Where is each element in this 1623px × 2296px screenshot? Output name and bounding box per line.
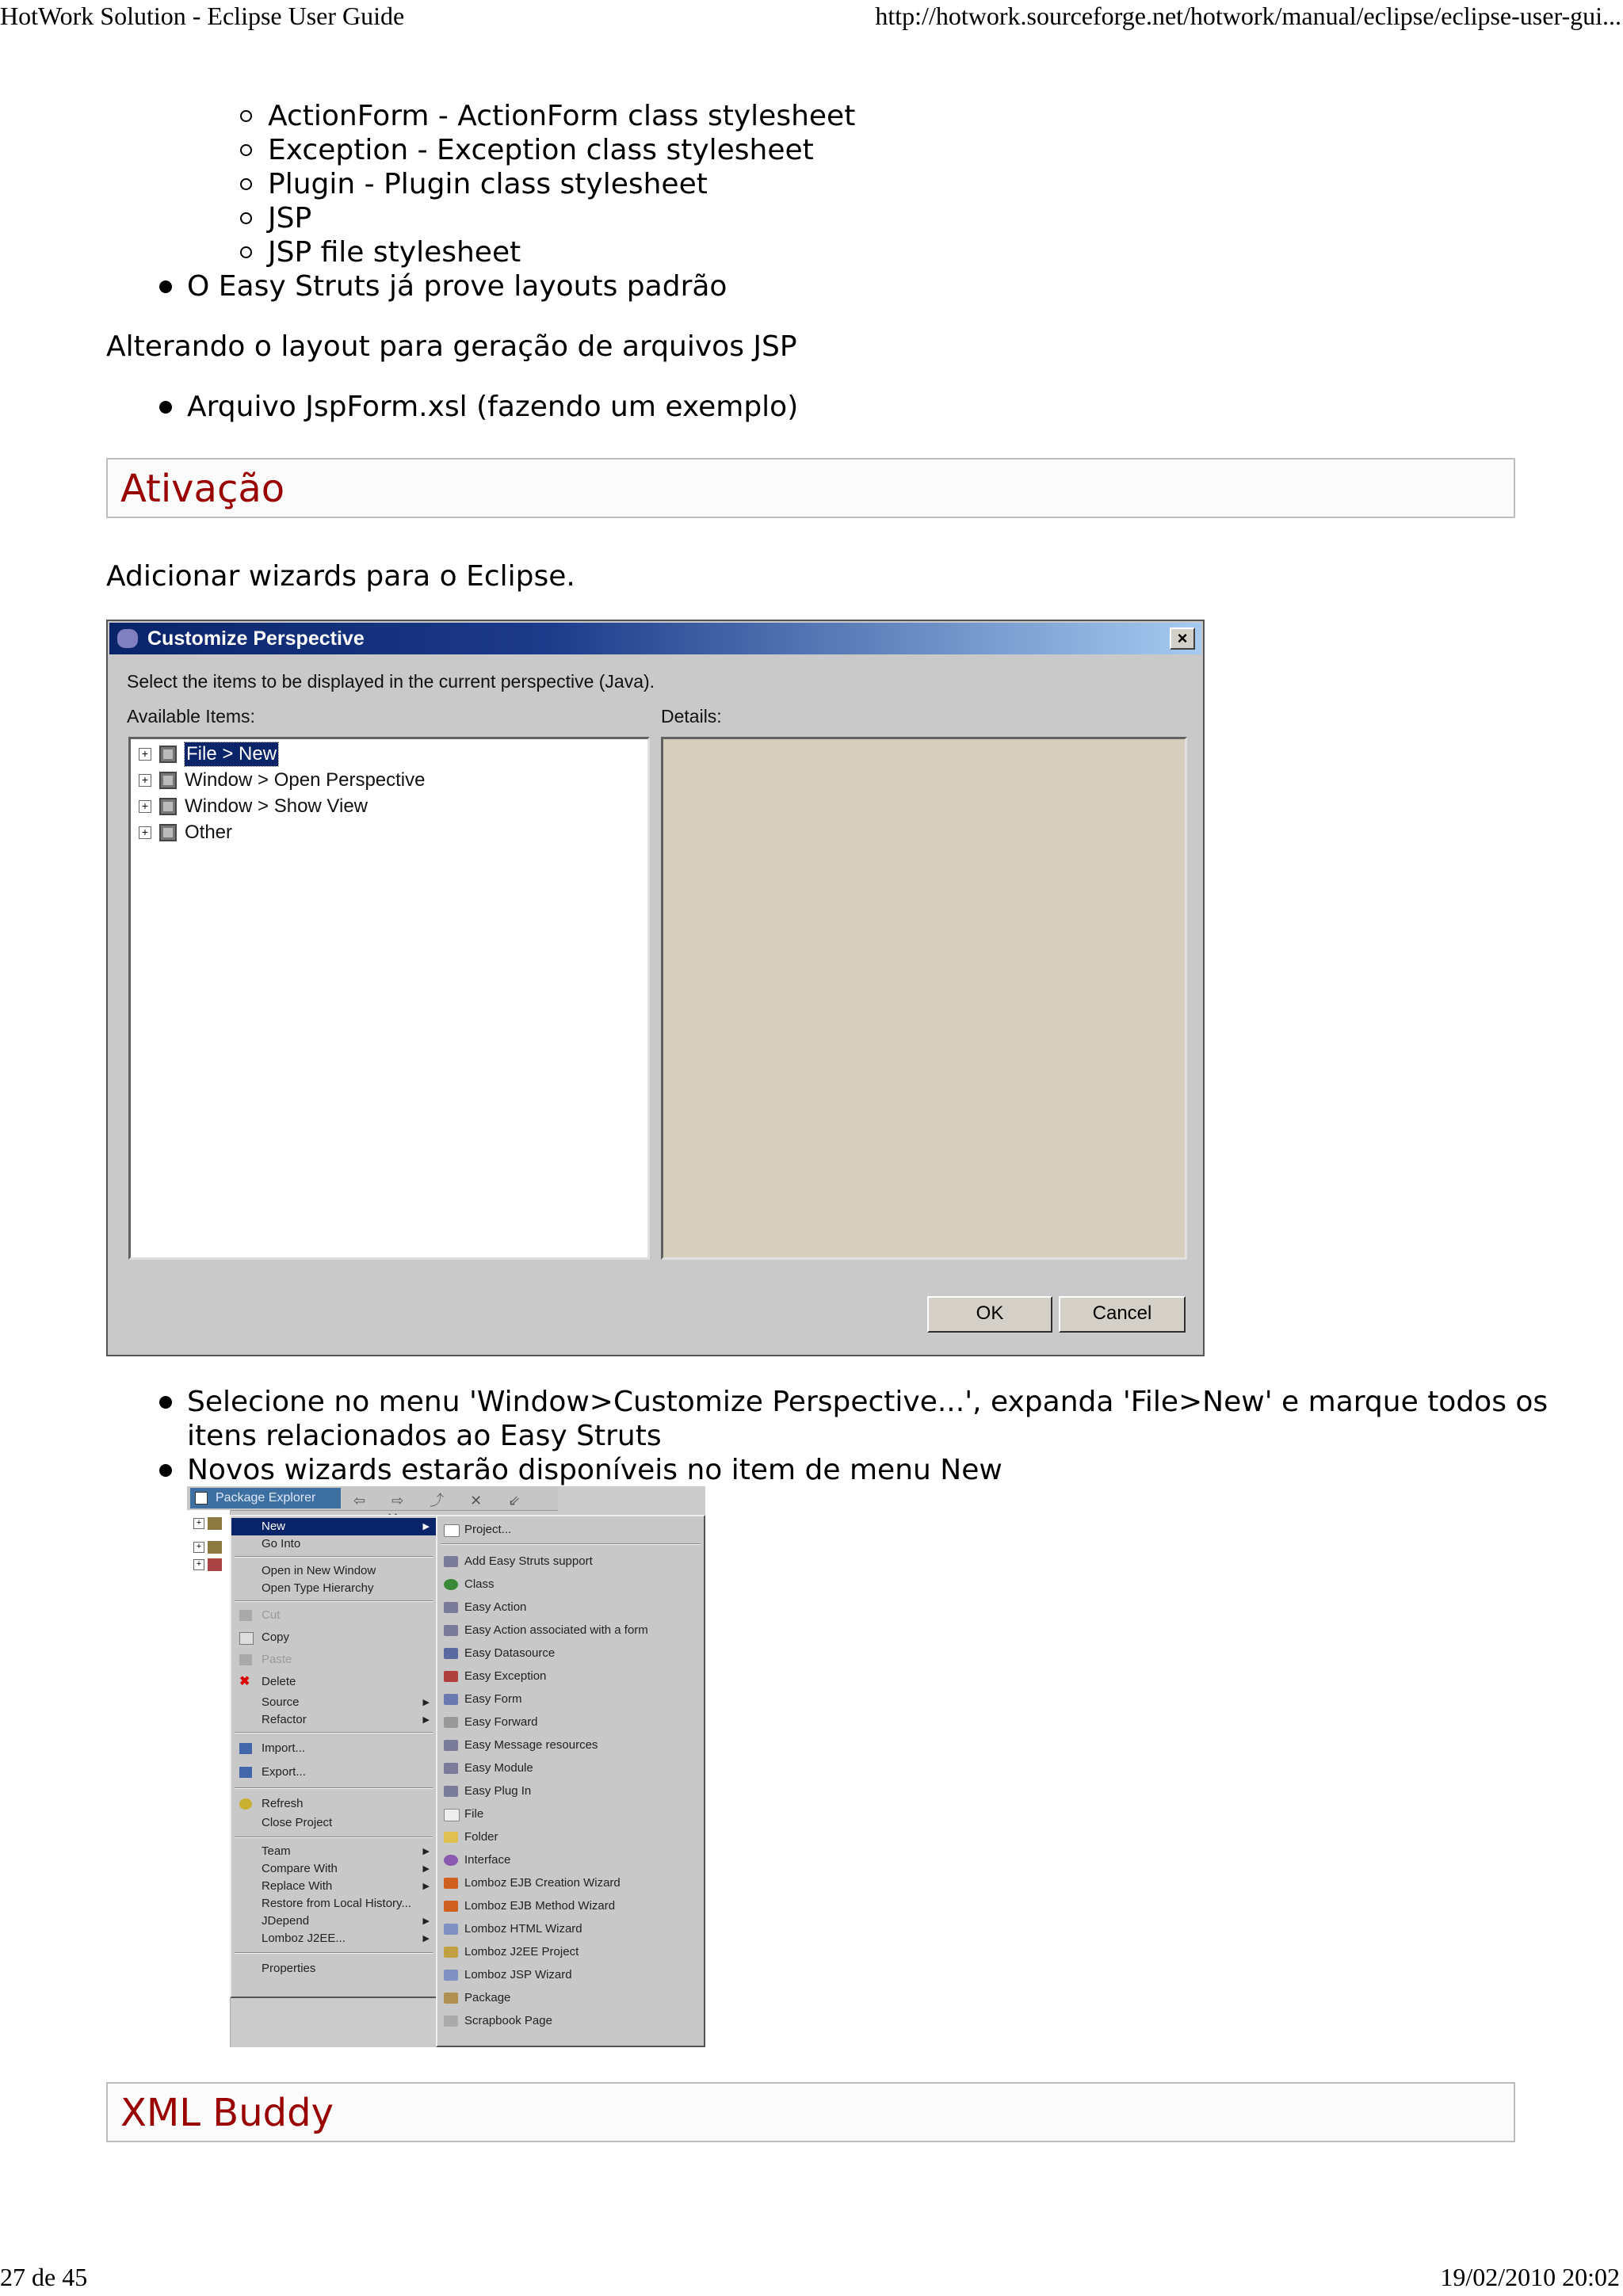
cut-icon — [239, 1610, 252, 1621]
easy-action-form-icon — [444, 1625, 458, 1636]
submenu-item-folder[interactable]: Folder — [437, 1829, 704, 1846]
tree-item-show-view[interactable] — [137, 795, 454, 818]
details-panel — [661, 737, 1187, 1260]
project-icon — [208, 1517, 222, 1530]
interface-icon — [444, 1855, 458, 1866]
tree-item-label: File > New — [186, 743, 277, 765]
print-datetime: 19/02/2010 20:02 — [1440, 2263, 1620, 2291]
class-icon — [444, 1579, 458, 1590]
submenu-arrow-icon: ▶ — [422, 1522, 430, 1531]
available-items-tree[interactable] — [128, 737, 650, 1260]
tree-item-label: Window > Open Perspective — [185, 769, 426, 791]
expand-icon[interactable]: + — [139, 826, 151, 839]
menu-item-compare-with[interactable]: Compare With ▶ — [231, 1860, 436, 1878]
submenu-arrow-icon: ▶ — [422, 1698, 430, 1707]
sub-list-item: JSP — [268, 202, 312, 235]
list-item: O Easy Struts já prove layouts padrão — [187, 270, 727, 303]
section-title: XML Buddy — [120, 2091, 334, 2135]
exception-icon — [444, 1671, 458, 1682]
menu-item-replace-with[interactable]: Replace With ▶ — [231, 1878, 436, 1895]
section-header-ativacao — [106, 458, 1515, 518]
expand-icon[interactable]: + — [193, 1559, 204, 1570]
details-label: Details: — [661, 706, 722, 727]
ok-button[interactable]: OK — [927, 1296, 1052, 1333]
delete-icon: ✖ — [239, 1675, 250, 1688]
menu-item-cut[interactable]: Cut — [231, 1607, 436, 1624]
menu-item-restore-history[interactable]: Restore from Local History... — [262, 1897, 411, 1910]
menu-item-go-into[interactable]: Go Into — [262, 1537, 301, 1550]
submenu-item-easy-action[interactable]: Easy Action — [437, 1599, 704, 1616]
document-title: HotWork Solution - Eclipse User Guide — [0, 2, 405, 30]
document-url[interactable]: http://hotwork.sourceforge.net/hotwork/manual/eclipse/eclipse-user-gui... — [875, 2, 1621, 30]
available-items-label: Available Items: — [127, 706, 255, 727]
menu-item-copy[interactable]: Copy — [231, 1629, 436, 1646]
menu-item-export[interactable]: Export... — [231, 1764, 436, 1781]
checkbox-checked-icon[interactable] — [159, 772, 177, 789]
submenu-item-easy-module[interactable]: Easy Module — [437, 1760, 704, 1777]
menu-item-close-project[interactable]: Close Project — [262, 1816, 333, 1829]
submenu-item-easy-exception[interactable]: Easy Exception — [437, 1668, 704, 1685]
checkbox-checked-icon[interactable] — [159, 824, 177, 841]
sub-bullet — [240, 144, 252, 156]
import-icon — [239, 1743, 252, 1754]
submenu-arrow-icon: ▶ — [422, 1847, 430, 1856]
menu-item-refresh[interactable]: Refresh — [231, 1795, 436, 1813]
project-icon — [208, 1541, 222, 1554]
list-bullet — [159, 401, 172, 414]
package-icon — [444, 1993, 458, 2004]
jsp-icon — [444, 1970, 458, 1981]
submenu-item-file[interactable]: File — [437, 1806, 704, 1823]
submenu-item-lomboz-ejb-method[interactable]: Lomboz EJB Method Wizard — [437, 1897, 704, 1915]
list-bullet — [159, 280, 172, 293]
context-menu — [230, 1515, 437, 1998]
dialog-titlebar — [109, 623, 1201, 654]
submenu-item-easy-form[interactable]: Easy Form — [437, 1691, 704, 1708]
package-explorer-tab[interactable]: Package Explorer — [190, 1488, 341, 1508]
checkbox-checked-icon[interactable] — [159, 798, 177, 815]
submenu-arrow-icon: ▶ — [422, 1715, 430, 1725]
submenu-item-easy-action-form[interactable]: Easy Action associated with a form — [437, 1622, 704, 1639]
list-item-continuation: itens relacionados ao Easy Struts — [187, 1420, 662, 1452]
menu-item-refactor[interactable]: Refactor ▶ — [231, 1711, 436, 1729]
expand-icon[interactable]: + — [139, 748, 151, 761]
submenu-item-lomboz-j2ee-project[interactable]: Lomboz J2EE Project — [437, 1943, 704, 1961]
easy-action-icon — [444, 1602, 458, 1613]
package-tree[interactable] — [187, 1510, 231, 2047]
menu-item-open-new-window[interactable]: Open in New Window — [262, 1564, 376, 1577]
customize-perspective-dialog — [106, 620, 1205, 1356]
paragraph: Adicionar wizards para o Eclipse. — [106, 560, 575, 593]
j2ee-project-icon — [444, 1947, 458, 1958]
submenu-arrow-icon: ▶ — [422, 1917, 430, 1926]
datasource-icon — [444, 1648, 458, 1659]
close-button[interactable]: × — [1170, 627, 1195, 650]
ejb-method-icon — [444, 1901, 458, 1912]
forward-icon — [444, 1717, 458, 1728]
module-icon — [444, 1763, 458, 1774]
section-header-xml-buddy — [106, 2082, 1515, 2142]
tree-item-label: Window > Show View — [185, 795, 368, 817]
copy-icon — [239, 1632, 254, 1645]
list-bullet — [159, 1464, 172, 1477]
easy-struts-icon — [444, 1556, 458, 1567]
message-resources-icon — [444, 1740, 458, 1751]
sub-list-item: Exception - Exception class stylesheet — [268, 134, 814, 166]
submenu-item-easy-forward[interactable]: Easy Forward — [437, 1714, 704, 1731]
menu-item-jdepend[interactable]: JDepend ▶ — [231, 1913, 436, 1930]
submenu-item-package[interactable]: Package — [437, 1989, 704, 2007]
list-bullet — [159, 1396, 172, 1409]
sub-bullet — [240, 178, 252, 190]
view-toolbar — [187, 1486, 558, 1511]
menu-item-import[interactable]: Import... — [231, 1740, 436, 1757]
tree-item-file-new[interactable] — [137, 742, 454, 766]
menu-item-new[interactable]: New ▶ — [231, 1518, 436, 1535]
file-icon — [444, 1809, 460, 1821]
tree-item-other[interactable] — [137, 821, 454, 845]
menu-item-team[interactable]: Team ▶ — [231, 1843, 436, 1860]
sub-bullet — [240, 110, 252, 122]
sub-bullet — [240, 212, 252, 224]
expand-icon[interactable]: + — [193, 1542, 204, 1553]
export-icon — [239, 1767, 252, 1778]
new-submenu — [436, 1515, 705, 2047]
form-icon — [444, 1694, 458, 1705]
tree-item-label: Other — [185, 822, 233, 843]
project-wizard-icon — [444, 1524, 460, 1537]
menu-item-paste[interactable]: Paste — [231, 1651, 436, 1669]
sub-list-item: Plugin - Plugin class stylesheet — [268, 168, 708, 200]
sub-list-item: ActionForm - ActionForm class stylesheet — [268, 100, 856, 132]
submenu-item-lomboz-html[interactable]: Lomboz HTML Wizard — [437, 1920, 704, 1938]
menu-item-open-type-hierarchy[interactable]: Open Type Hierarchy — [262, 1581, 374, 1595]
sub-list-item: JSP file stylesheet — [268, 236, 521, 269]
view-toolbar-icons[interactable]: ⇦ ⇨ ⤴ ✕ ⇙ — [353, 1493, 532, 1508]
expand-icon[interactable]: + — [139, 774, 151, 787]
refresh-icon — [239, 1798, 252, 1810]
tree-item-open-perspective[interactable] — [137, 769, 454, 792]
submenu-arrow-icon: ▶ — [422, 1882, 430, 1891]
submenu-item-easy-message-resources[interactable]: Easy Message resources — [437, 1737, 704, 1754]
submenu-arrow-icon: ▶ — [422, 1864, 430, 1874]
dialog-instruction: Select the items to be displayed in the current perspective (Java). — [127, 671, 655, 692]
paragraph: Alterando o layout para geração de arquivos JSP — [106, 330, 797, 363]
checkbox-checked-icon[interactable] — [159, 746, 177, 763]
dialog-title: Customize Perspective — [147, 627, 365, 650]
submenu-item-lomboz-ejb-creation[interactable]: Lomboz EJB Creation Wizard — [437, 1875, 704, 1892]
submenu-item-add-easy-struts[interactable]: Add Easy Struts support — [437, 1553, 704, 1570]
submenu-item-lomboz-jsp[interactable]: Lomboz JSP Wizard — [437, 1966, 704, 1984]
menu-item-properties[interactable]: Properties — [262, 1962, 316, 1975]
submenu-item-project[interactable]: Project... — [437, 1521, 704, 1539]
package-explorer-icon — [195, 1492, 208, 1505]
project-icon — [208, 1558, 222, 1571]
list-item: Selecione no menu 'Window>Customize Perspective...', expanda 'File>New' e marque todos os — [187, 1386, 1549, 1418]
scrapbook-icon — [444, 2016, 458, 2027]
list-item: Arquivo JspForm.xsl (fazendo um exemplo) — [187, 391, 799, 423]
html-icon — [444, 1924, 458, 1935]
page-number: 27 de 45 — [0, 2263, 88, 2291]
expand-icon[interactable]: + — [139, 800, 151, 813]
folder-icon — [444, 1832, 458, 1843]
submenu-item-scrapbook-page[interactable]: Scrapbook Page — [437, 2012, 704, 2030]
submenu-item-class[interactable]: Class — [437, 1576, 704, 1593]
submenu-item-easy-datasource[interactable]: Easy Datasource — [437, 1645, 704, 1662]
menu-item-delete[interactable]: ✖ Delete — [239, 1675, 296, 1688]
cancel-button[interactable]: Cancel — [1059, 1296, 1186, 1333]
menu-item-source[interactable]: Source ▶ — [231, 1694, 436, 1711]
submenu-arrow-icon: ▶ — [422, 1934, 430, 1943]
list-item: Novos wizards estarão disponíveis no item de menu New — [187, 1454, 1002, 1486]
paste-icon — [239, 1654, 252, 1665]
expand-icon[interactable]: + — [193, 1518, 204, 1529]
submenu-item-interface[interactable]: Interface — [437, 1852, 704, 1869]
submenu-item-easy-plug-in[interactable]: Easy Plug In — [437, 1783, 704, 1800]
section-title: Ativação — [120, 467, 285, 511]
plugin-icon — [444, 1786, 458, 1797]
eclipse-icon — [117, 629, 138, 648]
ejb-icon — [444, 1878, 458, 1889]
sub-bullet — [240, 246, 252, 258]
package-explorer-screenshot — [187, 1486, 705, 2047]
menu-item-lomboz-j2ee[interactable]: Lomboz J2EE... ▶ — [231, 1930, 436, 1947]
